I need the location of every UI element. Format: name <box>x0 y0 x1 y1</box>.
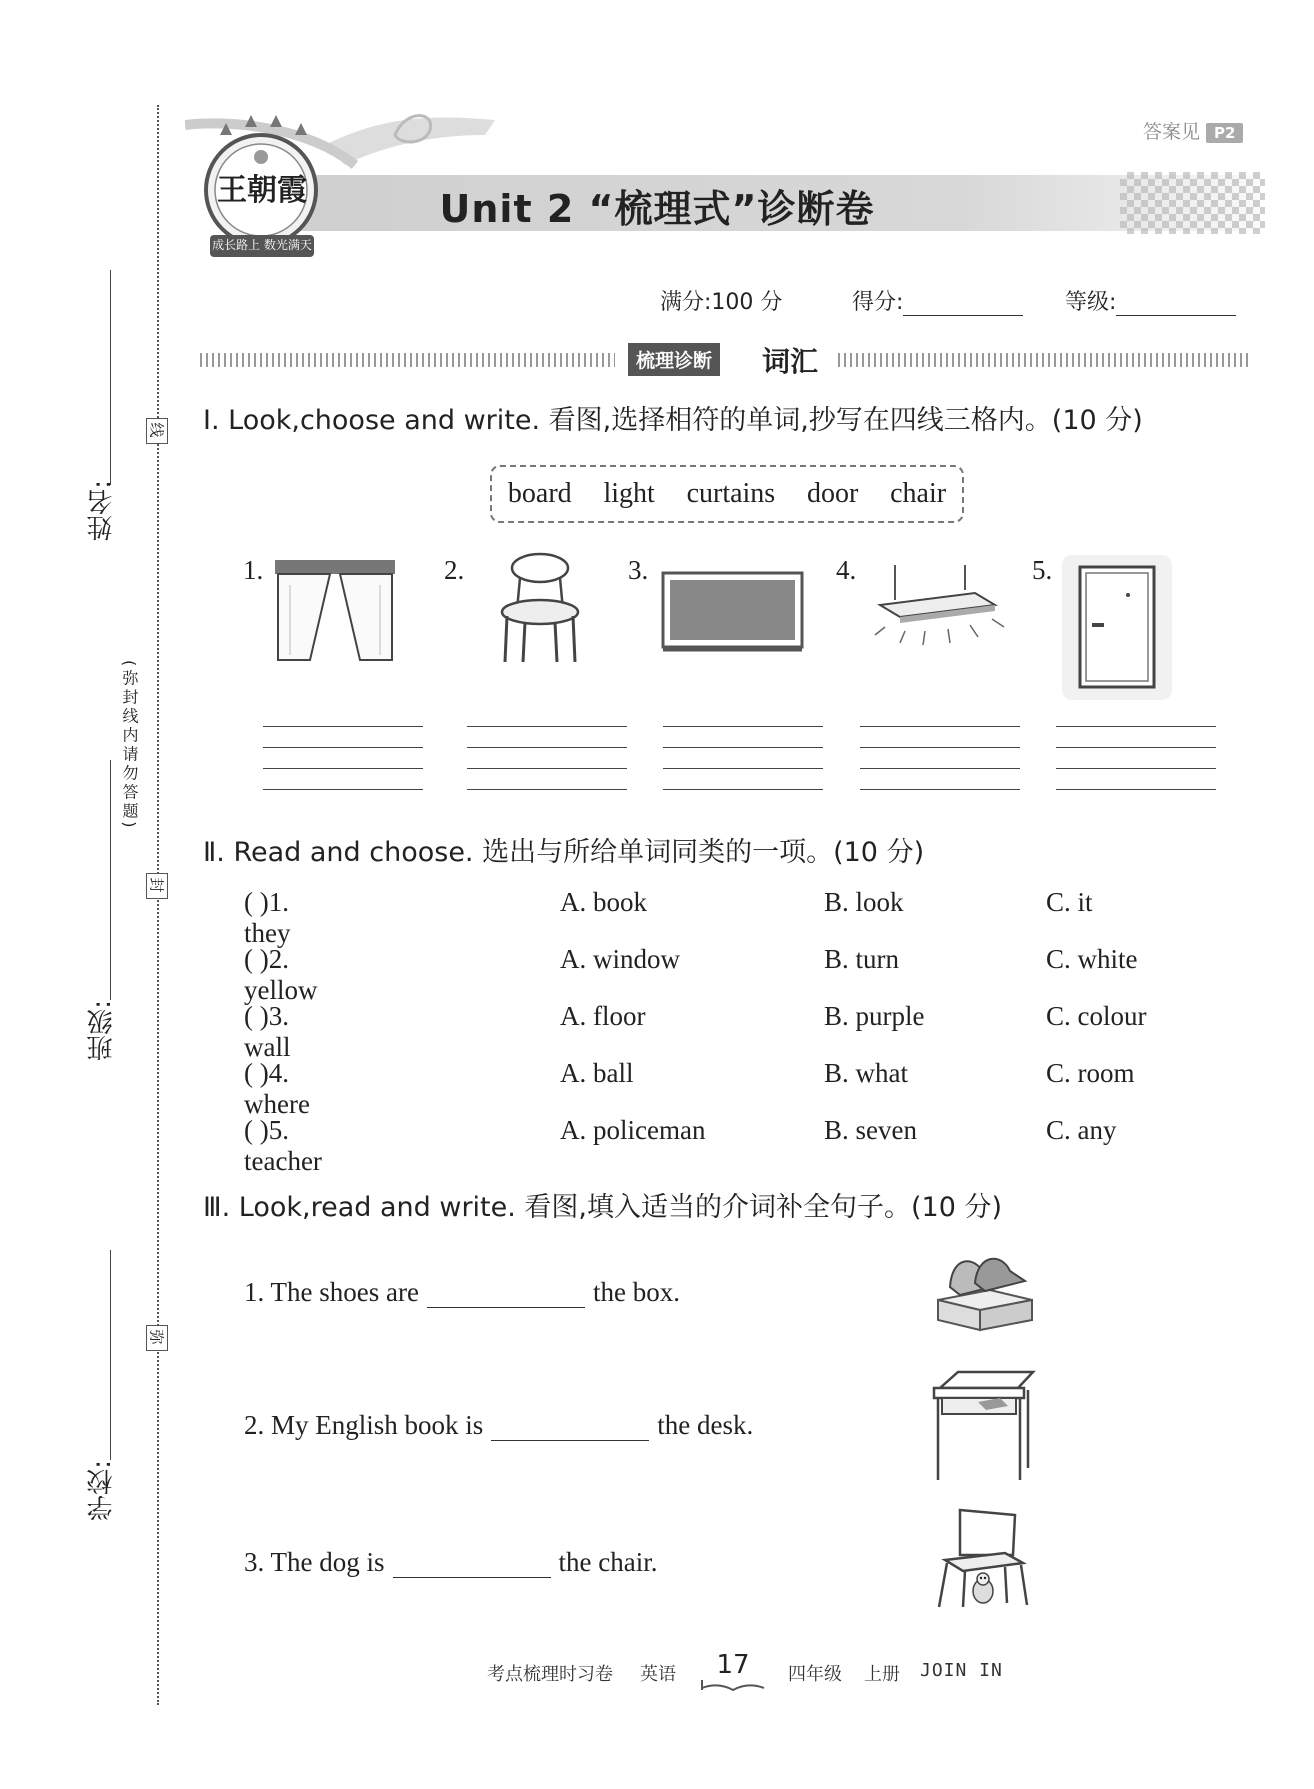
picture-number: 3. <box>628 555 649 585</box>
sentence-item <box>244 1410 753 1441</box>
question-item[interactable]: ( )1. they <box>244 887 291 948</box>
part3-heading: Ⅲ. Look,read and write. 看图,填入适当的介词补全句子。(10 分) <box>203 1192 1003 1223</box>
question-item[interactable]: ( )4. where <box>244 1058 310 1119</box>
sentence-start: 2. My English book is <box>244 1410 484 1440</box>
sentence-end: the chair. <box>558 1547 658 1577</box>
footer-subject: 英语 <box>640 1664 676 1685</box>
footer-edition: JOIN IN <box>920 1660 1003 1681</box>
word-bank-item: light <box>603 478 655 509</box>
class-blank <box>110 760 111 1000</box>
logo-text: 王朝霞 <box>217 173 307 208</box>
option-a: A. policeman <box>560 1115 706 1145</box>
option-a: A. window <box>560 944 680 974</box>
answer-page-badge: P2 <box>1206 123 1243 143</box>
writing-lines[interactable] <box>663 726 823 792</box>
school-label: 学校: <box>87 1460 117 1521</box>
picture-number: 4. <box>836 555 857 585</box>
sentence-item <box>244 1277 680 1308</box>
writing-lines[interactable] <box>263 726 423 792</box>
score-field <box>852 285 1023 316</box>
answer-blank[interactable] <box>491 1410 649 1441</box>
footer-grade: 四年级 <box>788 1664 842 1685</box>
picture-number: 2. <box>444 555 465 585</box>
word-bank-item: curtains <box>686 478 776 509</box>
class-label: 班级: <box>87 1000 117 1061</box>
book-in-desk-icon <box>928 1368 1038 1483</box>
option-c: C. white <box>1046 944 1138 974</box>
option-b: B. what <box>824 1058 908 1088</box>
section-tag: 梳理诊断 <box>628 343 720 376</box>
option-a: A. floor <box>560 1001 646 1031</box>
question-item[interactable]: ( )5. teacher <box>244 1115 322 1176</box>
sentence-item <box>244 1547 657 1578</box>
sentence-start: 1. The shoes are <box>244 1277 419 1307</box>
picture-number: 5. <box>1032 555 1053 585</box>
chair-icon <box>495 550 585 670</box>
option-a: A. ball <box>560 1058 634 1088</box>
shoes-on-box-icon <box>930 1245 1040 1340</box>
page-number: 17 <box>716 1650 750 1680</box>
seal-mi: 弥 <box>146 1325 168 1351</box>
school-blank <box>110 1250 111 1460</box>
word-bank-item: board <box>507 478 572 509</box>
question-item[interactable]: ( )3. wall <box>244 1001 291 1062</box>
option-c: C. colour <box>1046 1001 1147 1031</box>
score-blank[interactable] <box>903 287 1023 316</box>
word-bank <box>490 465 964 523</box>
writing-lines[interactable] <box>860 726 1020 792</box>
sentence-end: the desk. <box>657 1410 754 1440</box>
writing-lines[interactable] <box>1056 726 1216 792</box>
seal-feng: 封 <box>146 873 168 899</box>
answer-ref-label: 答案见 <box>1143 121 1201 143</box>
option-b: B. look <box>824 887 904 917</box>
door-icon <box>1062 555 1172 700</box>
answer-reference <box>1143 117 1243 144</box>
grade-field <box>1065 285 1236 316</box>
option-b: B. purple <box>824 1001 925 1031</box>
curtains-icon <box>270 555 400 665</box>
part1-heading: Ⅰ. Look,choose and write. 看图,选择相符的单词,抄写在四线三格内。(10 分) <box>203 405 1143 436</box>
sentence-end: the box. <box>592 1277 680 1307</box>
light-icon <box>860 565 1010 655</box>
divider-hatch-left <box>200 353 615 367</box>
binding-dotted-line <box>157 105 159 1705</box>
option-c: C. any <box>1046 1115 1117 1145</box>
section-title: 词汇 <box>762 345 819 378</box>
word-bank-item: door <box>806 478 859 509</box>
option-a: A. book <box>560 887 647 917</box>
board-icon <box>660 570 805 655</box>
seal-warning: (弥封线内请勿答题) <box>120 660 139 831</box>
page-title: Unit 2 “梳理式”诊断卷 <box>439 187 875 231</box>
seal-xian: 线 <box>146 418 168 444</box>
footer-volume: 上册 <box>864 1664 900 1685</box>
name-blank <box>110 270 111 485</box>
option-b: B. seven <box>824 1115 917 1145</box>
answer-blank[interactable] <box>393 1547 551 1578</box>
name-label: 姓名: <box>87 480 117 541</box>
dog-under-chair-icon <box>935 1505 1030 1610</box>
page-number-underline-icon <box>700 1680 766 1694</box>
footer-series: 考点梳理时习卷 <box>487 1664 613 1685</box>
word-bank-item: chair <box>890 478 947 509</box>
grade-blank[interactable] <box>1116 287 1236 316</box>
full-marks: 满分:100 分 <box>660 290 783 315</box>
grade-label: 等级: <box>1065 290 1117 315</box>
writing-lines[interactable] <box>467 726 627 792</box>
sentence-start: 3. The dog is <box>244 1547 385 1577</box>
option-c: C. room <box>1046 1058 1135 1088</box>
score-label: 得分: <box>852 290 904 315</box>
picture-number: 1. <box>243 555 264 585</box>
answer-blank[interactable] <box>427 1277 585 1308</box>
logo-slogan: 成长路上 数光满天 <box>212 238 312 252</box>
option-b: B. turn <box>824 944 900 974</box>
part2-heading: Ⅱ. Read and choose. 选出与所给单词同类的一项。(10 分) <box>203 837 925 868</box>
question-item[interactable]: ( )2. yellow <box>244 944 318 1005</box>
divider-hatch-right <box>838 353 1250 367</box>
option-c: C. it <box>1046 887 1093 917</box>
